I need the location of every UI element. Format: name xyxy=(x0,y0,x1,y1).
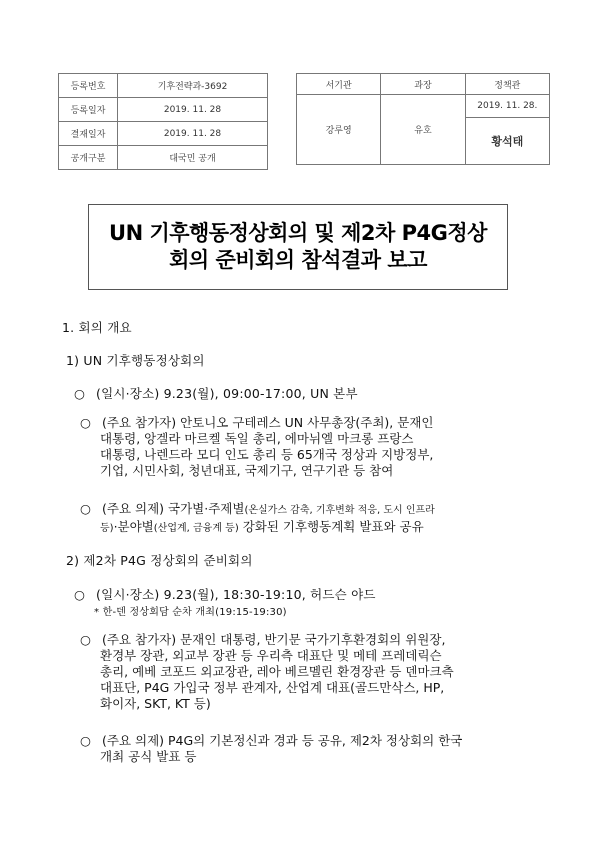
item-text: (일시·장소) 9.23(월), 18:30-19:10, 허드슨 야드 xyxy=(96,587,376,602)
circle-bullet-icon: ○ xyxy=(74,386,86,401)
meta-key: 공개구분 xyxy=(59,146,118,170)
footnote: * 한-덴 정상회담 순차 개최(19:15-19:30) xyxy=(94,607,287,618)
bullet-paragraph xyxy=(80,415,550,479)
paragraph-line: 기업, 시민사회, 청년대표, 국제기구, 연구기관 등 참여 xyxy=(100,463,394,478)
meta-row-registration-number xyxy=(59,74,268,98)
circle-bullet-icon: ○ xyxy=(80,501,91,516)
item-text: (주요 의제) 국가별·주제별 xyxy=(102,501,245,516)
item-text: ·분야별 xyxy=(113,519,154,534)
paragraph-first-line xyxy=(80,415,550,431)
item-note: (산업계, 금융계 등) xyxy=(153,523,239,534)
circle-bullet-icon: ○ xyxy=(80,632,91,647)
item-text: (주요 참가자) 문재인 대통령, 반기문 국가기후환경회의 위원장, xyxy=(102,632,446,647)
meta-value: 2019. 11. 28 xyxy=(118,122,268,146)
paragraph-first-line xyxy=(80,733,550,749)
document-title-box xyxy=(88,204,508,290)
paragraph-line: 화이자, SKT, KT 등) xyxy=(100,696,211,711)
approver-title: 정책관 xyxy=(465,74,549,95)
approval-header-row xyxy=(297,74,550,95)
final-approver-name: 황석태 xyxy=(465,118,549,165)
approval-date: 2019. 11. 28. xyxy=(465,95,549,118)
paragraph-first-line xyxy=(80,632,550,648)
item-text: (일시·장소) 9.23(월), 09:00-17:00, UN 본부 xyxy=(96,386,358,401)
paragraph-line: 대통령, 나렌드라 모디 인도 총리 등 65개국 정상과 지방정부, xyxy=(100,447,434,462)
meta-row-registration-date xyxy=(59,98,268,122)
item-text: 강화된 기후행동계획 발표와 공유 xyxy=(238,519,424,534)
meta-key: 등록일자 xyxy=(59,98,118,122)
subsection-heading: 2) 제2차 P4G 정상회의 준비회의 xyxy=(66,553,253,568)
meta-row-approval-date xyxy=(59,122,268,146)
circle-bullet-icon: ○ xyxy=(80,415,91,430)
item-note: 등) xyxy=(100,523,114,534)
paragraph-line: 대표단, P4G 가입국 정부 관계자, 산업계 대표(골드만삭스, HP, xyxy=(100,680,445,695)
subsection-heading: 1) UN 기후행동정상회의 xyxy=(66,353,205,368)
approver-title: 과장 xyxy=(381,74,465,95)
document-title-line-2: 회의 준비회의 참석결과 보고 xyxy=(169,248,427,272)
bullet-item xyxy=(74,585,376,603)
meta-key: 등록번호 xyxy=(59,74,118,98)
meta-row-disclosure xyxy=(59,146,268,170)
paragraph-line: 개최 공식 발표 등 xyxy=(100,749,197,764)
paragraph-line: 대통령, 앙겔라 마르켈 독일 총리, 에마뉘엘 마크롱 프랑스 xyxy=(100,431,414,446)
paragraph-line: 총리, 예베 코포드 외교장관, 레아 베르멜린 환경장관 등 덴마크측 xyxy=(100,664,454,679)
section-heading: 1. 회의 개요 xyxy=(62,320,132,335)
approver-name: 강루영 xyxy=(297,95,381,165)
approver-name: 유호 xyxy=(381,95,465,165)
approver-title: 서기관 xyxy=(297,74,381,95)
bullet-paragraph xyxy=(80,733,550,765)
paragraph-line: 환경부 장관, 외교부 장관 등 우리측 대표단 및 메테 프레데릭슨 xyxy=(100,648,442,663)
approval-date-row xyxy=(297,95,550,118)
meta-value: 기후전략과-3692 xyxy=(118,74,268,98)
registration-info-table xyxy=(58,73,268,170)
bullet-paragraph xyxy=(80,501,550,537)
item-text: (주요 의제) P4G의 기본정신과 경과 등 공유, 제2차 정상회의 한국 xyxy=(102,733,463,748)
item-text: (주요 참가자) 안토니오 구테레스 UN 사무총장(주최), 문재인 xyxy=(102,415,434,430)
paragraph-line xyxy=(80,519,550,537)
document-title-line-1: UN 기후행동정상회의 및 제2차 P4G정상 xyxy=(109,221,487,245)
circle-bullet-icon: ○ xyxy=(80,733,91,748)
meta-key: 결재일자 xyxy=(59,122,118,146)
paragraph-first-line xyxy=(80,501,550,519)
circle-bullet-icon: ○ xyxy=(74,587,86,602)
item-note: (온실가스 감축, 기후변화 적응, 도시 인프라 xyxy=(244,505,435,516)
approval-table xyxy=(296,73,550,165)
meta-value: 대국민 공개 xyxy=(118,146,268,170)
bullet-item xyxy=(74,384,358,402)
meta-value: 2019. 11. 28 xyxy=(118,98,268,122)
bullet-paragraph xyxy=(80,632,550,712)
